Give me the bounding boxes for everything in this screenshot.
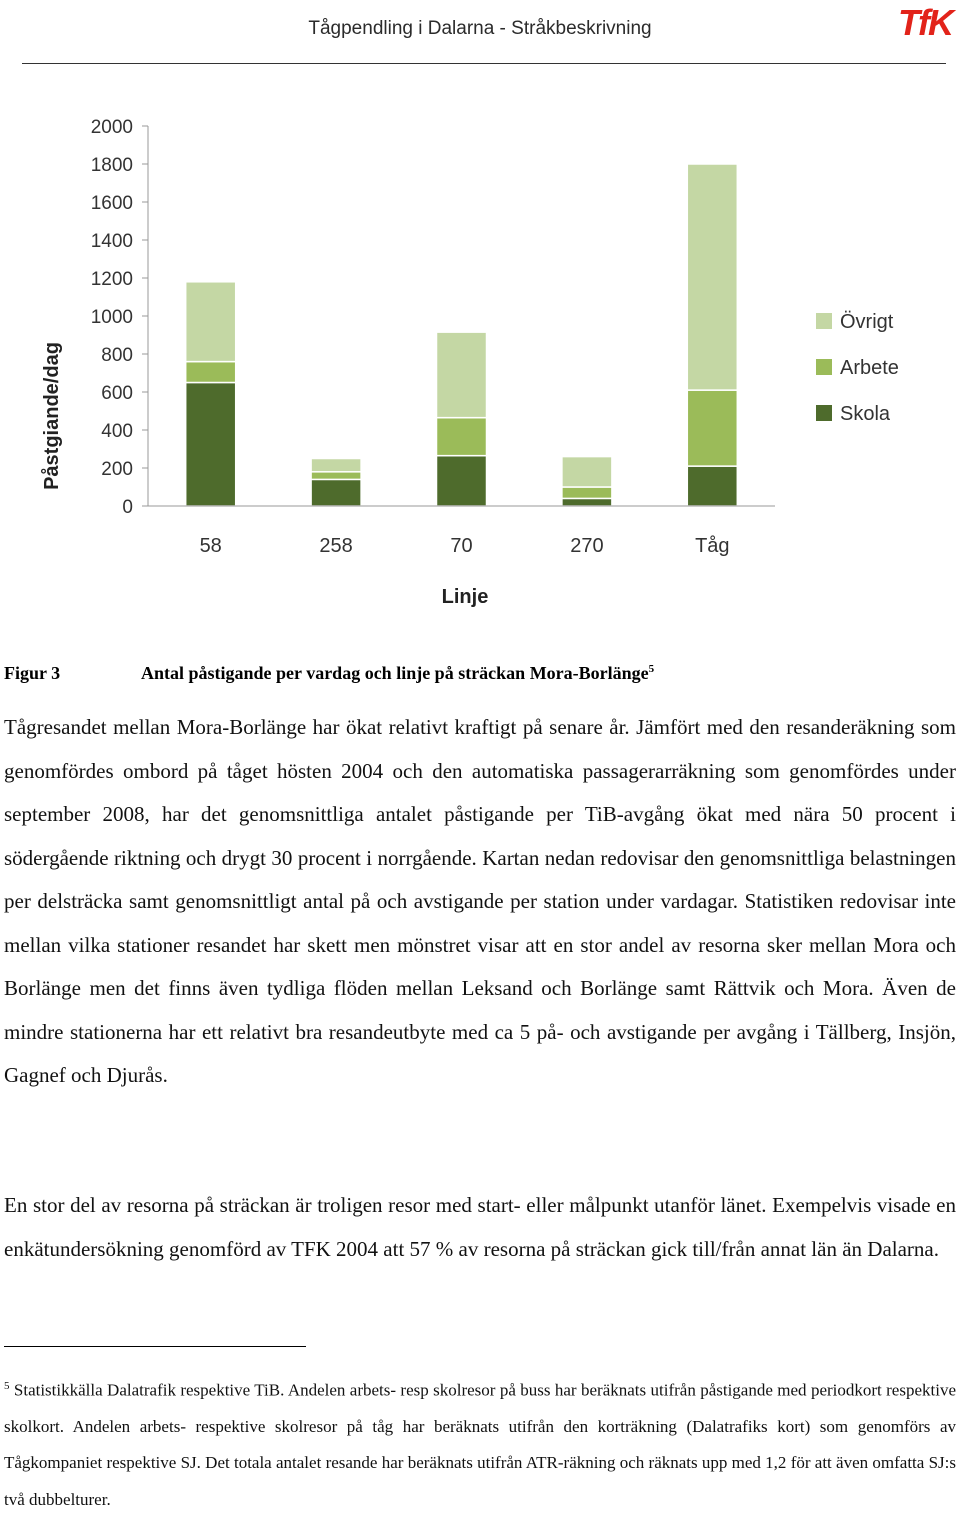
bar-segment: [186, 362, 236, 383]
x-tick-label: 258: [319, 535, 353, 557]
stacked-bar-chart: [0, 100, 960, 620]
bar-segment: [687, 390, 737, 466]
x-axis-label: Linje: [441, 586, 489, 608]
x-tick-label: Tåg: [695, 535, 730, 557]
bar-segment: [186, 282, 236, 362]
y-tick-label: 600: [101, 383, 133, 404]
y-tick-label: 1600: [90, 193, 133, 214]
caption-text: Antal påstigande per vardag och linje på sträckan Mora-Borlänge: [141, 663, 649, 683]
y-tick-label: 0: [122, 497, 133, 518]
y-axis: [91, 117, 148, 518]
x-tick-label: 270: [570, 535, 604, 557]
y-tick-label: 400: [101, 421, 133, 442]
y-tick-label: 800: [101, 345, 133, 366]
bar-segment: [437, 418, 487, 456]
bar-segment: [311, 479, 361, 506]
y-tick-label: 1200: [90, 269, 133, 290]
bar-segment: [186, 383, 236, 507]
footnote-text: Statistikkälla Dalatrafik respektive TiB. Andelen arbets- resp skolresor på buss har beräknats utifrån påstigande med periodkort respektive skolkort. Andelen arbets- respektive skolresor på tåg har beräknats utifrån den korträkning (Dalatrafiks kort) som genomförs av Tågkompaniet respektive SJ. Det totala antalet resande har beräknats utifrån ATR-räkning och räknats upp med 1,2 för att även omfatta SJ:s två dubbelturer.: [4, 1380, 956, 1509]
tfk-logo: TfK: [898, 2, 952, 43]
legend: [816, 311, 899, 425]
bar-segment: [562, 487, 612, 498]
bar-segment: [687, 164, 737, 390]
bar-segment: [562, 498, 612, 506]
legend-label: Övrigt: [840, 311, 894, 333]
x-tick-label: 58: [199, 535, 222, 557]
legend-swatch: [816, 405, 832, 421]
legend-label: Arbete: [840, 357, 899, 379]
paragraph-2: En stor del av resorna på sträckan är troligen resor med start- eller målpunkt utanför länet. Exempelvis visade en enkätundersökning genomförd av TFK 2004 att 57 % av resorna på sträckan gick till/från annat län än Dalarna.: [4, 1193, 956, 1261]
x-axis: [148, 506, 775, 557]
paragraph-1: Tågresandet mellan Mora-Borlänge har ökat relativt kraftigt på senare år. Jämfört med den resanderäkning som genomfördes ombord på tåget hösten 2004 och den automatiska passagerarräkning som genomfördes under september 2008, har det genomsnittliga antalet påstigande per TiB-avgång ökat med nära 50 procent i södergående riktning och drygt 30 procent i norrgående. Kartan nedan redovisar den genomsnittliga belastningen per delsträcka samt genomsnittligt antal på och avstigande per station under vardagar. Statistiken redovisar inte mellan vilka stationer resandet har skett men mönstret visar att en stor andel av resorna sker mellan Mora och Borlänge men det finns även tydliga flöden mellan Leksand och Borlänge samt Rättvik och Mora. Även de mindre stationerna har ett relativt bra resandeutbyte med ca 5 på- och avstigande per avgång i Tällberg, Insjön, Gagnef och Djurås.: [4, 715, 956, 1087]
bar-segment: [437, 332, 487, 418]
figure-caption-text: [141, 663, 654, 684]
bar-segment: [437, 456, 487, 506]
footnote: [4, 1368, 956, 1518]
bar-segment: [311, 459, 361, 472]
footnote-number: 5: [4, 1380, 10, 1392]
footnote-ref: 5: [648, 663, 655, 675]
figure-number: Figur 3: [4, 663, 61, 683]
y-tick-label: 2000: [90, 117, 133, 138]
y-tick-label: 1400: [90, 231, 133, 252]
header-divider: [22, 63, 946, 64]
footnote-divider: [4, 1346, 306, 1347]
legend-swatch: [816, 359, 832, 375]
y-tick-label: 1800: [90, 155, 133, 176]
legend-swatch: [816, 313, 832, 329]
bar-segment: [687, 466, 737, 506]
bar-segment: [311, 472, 361, 480]
y-axis-label: Påstgiande/dag: [41, 342, 63, 490]
legend-label: Skola: [840, 403, 891, 425]
page-header-title: Tågpendling i Dalarna - Stråkbeskrivning: [308, 18, 652, 39]
bars: [186, 164, 738, 506]
y-tick-label: 1000: [90, 307, 133, 328]
x-tick-label: 70: [450, 535, 473, 557]
bar-segment: [562, 457, 612, 487]
y-tick-label: 200: [101, 459, 133, 480]
